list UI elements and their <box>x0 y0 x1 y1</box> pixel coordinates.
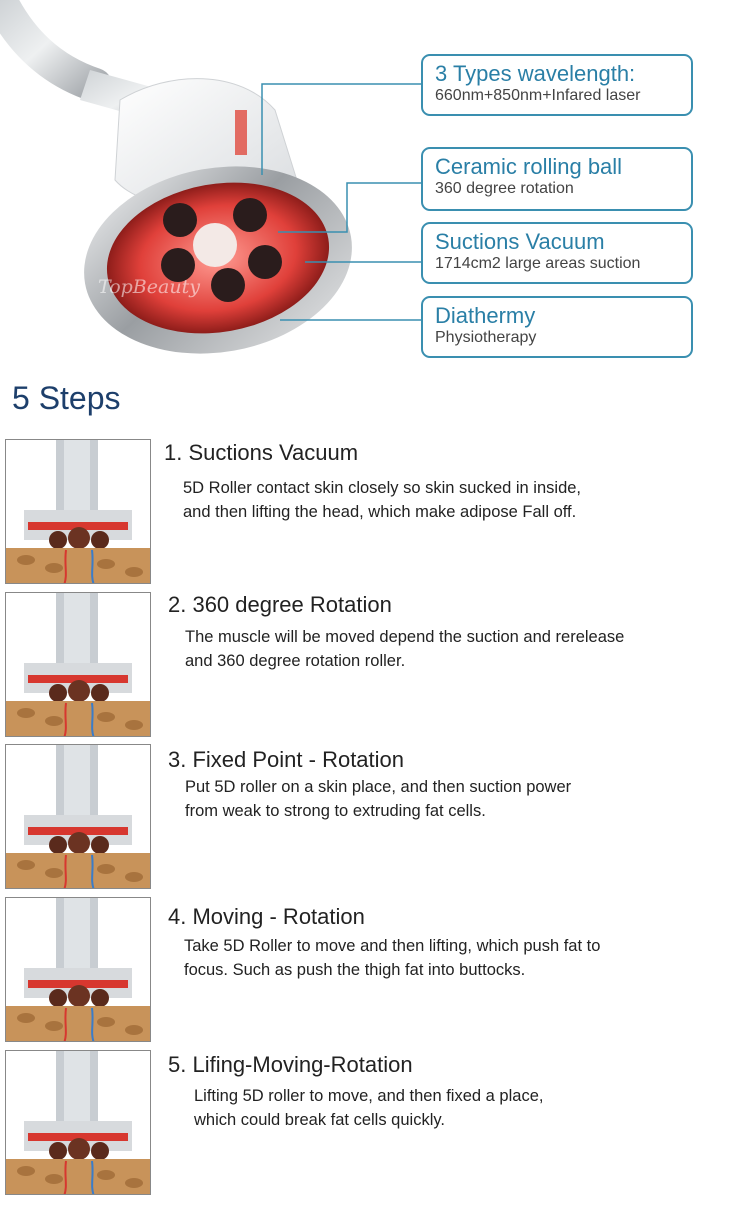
step-1-line-2: and then lifting the head, which make adipose Fall off. <box>183 503 577 521</box>
callout-suctions-vacuum <box>421 222 693 284</box>
step-4-illustration <box>5 897 151 1042</box>
step-1-illustration <box>5 439 151 584</box>
step-2-line-1: The muscle will be moved depend the suction and rerelease <box>185 628 625 646</box>
step-2-line-2: and 360 degree rotation roller. <box>185 652 406 670</box>
step-3-line-1: Put 5D roller on a skin place, and then suction power <box>185 778 572 796</box>
step-4-title: 4. Moving - Rotation <box>168 904 365 929</box>
step-2-title: 2. 360 degree Rotation <box>168 592 392 617</box>
step-5-line-2: which could break fat cells quickly. <box>194 1111 445 1129</box>
step-3-line-2: from weak to strong to extruding fat cells. <box>185 802 486 820</box>
callout-rolling-ball <box>421 147 693 211</box>
section-title: 5 Steps <box>12 380 121 416</box>
callout-subtitle: 660nm+850nm+Infared laser <box>435 87 641 104</box>
step-1-line-1: 5D Roller contact skin closely so skin sucked in inside, <box>183 479 582 497</box>
callout-title: Suctions Vacuum <box>435 229 605 254</box>
step-2-illustration <box>5 592 151 737</box>
callout-wavelength <box>421 54 693 116</box>
device-hero <box>0 0 750 370</box>
callout-subtitle: 1714cm2 large areas suction <box>435 255 641 272</box>
step-4-line-1: Take 5D Roller to move and then lifting, which push fat to <box>184 937 601 955</box>
step-5-title: 5. Lifing-Moving-Rotation <box>168 1052 413 1077</box>
callout-subtitle: Physiotherapy <box>435 329 537 346</box>
step-1-title: 1. Suctions Vacuum <box>164 440 359 465</box>
watermark: TopBeauty <box>98 276 200 298</box>
callout-diathermy <box>421 296 693 358</box>
callout-title: Ceramic rolling ball <box>435 154 623 179</box>
step-5-illustration <box>5 1050 151 1195</box>
callout-title: Diathermy <box>435 303 536 328</box>
step-3-title: 3. Fixed Point - Rotation <box>168 747 405 772</box>
callout-title: 3 Types wavelength: <box>435 61 636 86</box>
step-3-illustration <box>5 744 151 889</box>
step-4-line-2: focus. Such as push the thigh fat into buttocks. <box>184 961 526 979</box>
callout-subtitle: 360 degree rotation <box>435 180 574 197</box>
step-5-line-1: Lifting 5D roller to move, and then fixed a place, <box>194 1087 544 1105</box>
